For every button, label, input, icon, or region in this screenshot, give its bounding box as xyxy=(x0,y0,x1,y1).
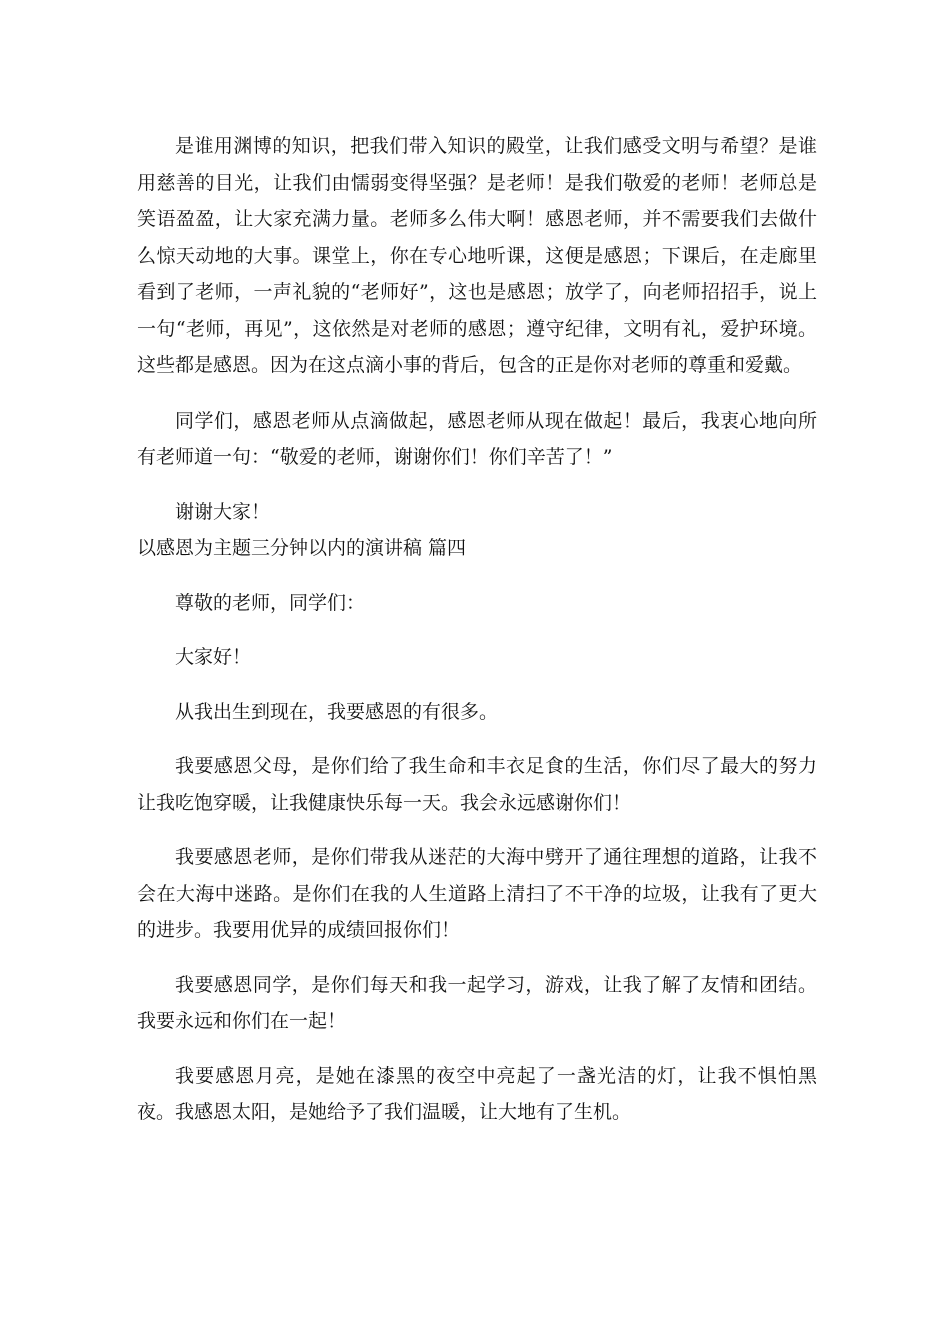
paragraph-thank-teachers: 我要感恩老师，是你们带我从迷茫的大海中劈开了通往理想的道路，让我不会在大海中迷路。是你们在我的人生道路上清扫了不干净的垃圾，让我有了更大的进步。我要用优异的成绩回报你们！ xyxy=(137,846,817,941)
paragraph-thank-moon-sun: 我要感恩月亮，是她在漆黑的夜空中亮起了一盏光洁的灯，让我不惧怕黑夜。我感恩太阳，是她给予了我们温暖，让大地有了生机。 xyxy=(137,1064,817,1123)
paragraph-thank-you-all: 谢谢大家！ xyxy=(175,500,271,523)
section-title: 以感恩为主题三分钟以内的演讲稿 篇四 xyxy=(137,537,467,559)
document-body xyxy=(137,128,817,1131)
paragraph-intro: 从我出生到现在，我要感恩的有很多。 xyxy=(175,700,499,723)
paragraph-thank-classmates: 我要感恩同学，是你们每天和我一起学习，游戏，让我了解了友情和团结。我要永远和你们在一起！ xyxy=(137,973,817,1032)
paragraph-thank-parents: 我要感恩父母，是你们给了我生命和丰衣足食的生活，你们尽了最大的努力让我吃饱穿暖，让我健康快乐每一天。我会永远感谢你们！ xyxy=(137,755,817,814)
paragraph-teacher-gratitude: 是谁用渊博的知识，把我们带入知识的殿堂，让我们感受文明与希望？是谁用慈善的目光，让我们由懦弱变得坚强？是老师！是我们敬爱的老师！老师总是笑语盈盈，让大家充满力量。老师多么伟大啊！感恩老师，并不需要我们去做什么惊天动地的大事。课堂上，你在专心地听课，这便是感恩；下课后，在走廊里看到了老师，一声礼貌的“老师好”，这也是感恩；放学了，向老师招招手，说上一句“老师，再见”，这依然是对老师的感恩；遵守纪律，文明有礼，爱护环境。这些都是感恩。因为在这点滴小事的背后，包含的正是你对老师的尊重和爱戴。 xyxy=(137,135,817,376)
paragraph-closing-thanks: 同学们，感恩老师从点滴做起，感恩老师从现在做起！最后，我衷心地向所有老师道一句：“敬爱的老师，谢谢你们！你们辛苦了！” xyxy=(137,409,817,468)
paragraph-greeting: 大家好！ xyxy=(175,646,252,668)
paragraph-salutation: 尊敬的老师，同学们： xyxy=(175,591,366,614)
